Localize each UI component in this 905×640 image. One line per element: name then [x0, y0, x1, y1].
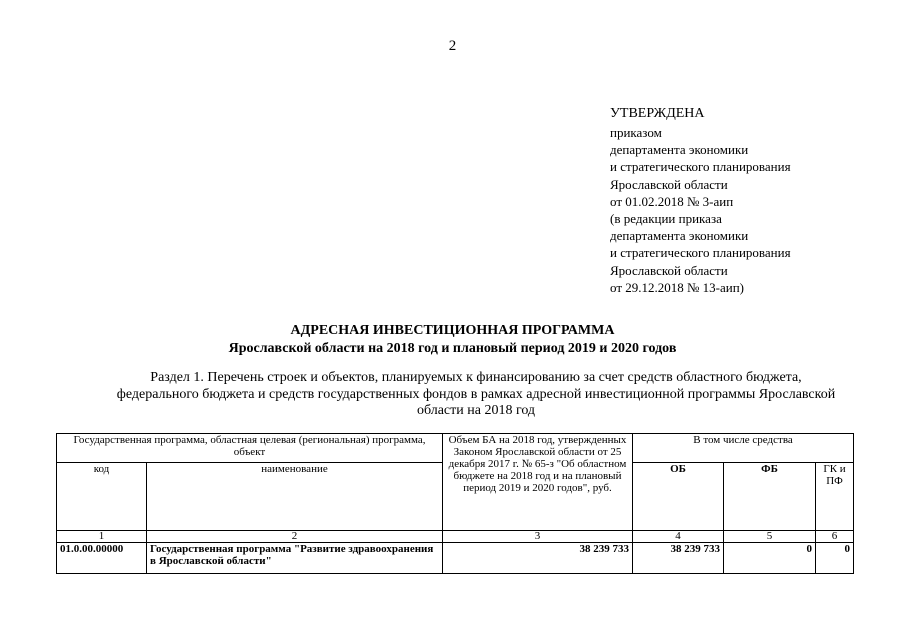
- section-line: области на 2018 год: [416, 403, 536, 418]
- header-volume: Объем БА на 2018 год, утвержденных Законом Ярославской области от 25 декабря 2017 г. № 65-з "Об областном бюджете на 2018 год и на плановый период 2019 и 2020 годов", руб.: [443, 434, 633, 531]
- column-number: 6: [816, 531, 854, 543]
- row-code: 01.0.00.00000: [57, 543, 147, 574]
- header-code: код: [57, 463, 147, 531]
- column-number: 3: [443, 531, 633, 543]
- column-number: 4: [633, 531, 724, 543]
- approval-line: Ярославской области: [610, 176, 728, 192]
- approval-stamp: [610, 104, 870, 296]
- approval-line: департамента экономики: [610, 228, 749, 244]
- header-program: Государственная программа, областная целевая (региональная) программа, объект: [57, 434, 443, 463]
- row-volume: 38 239 733: [443, 543, 633, 574]
- title-line: Ярославской области на 2018 год и плановый период 2019 и 2020 годов: [228, 340, 677, 356]
- approval-line: от 29.12.2018 № 13-аип): [610, 279, 745, 295]
- investment-table: [56, 433, 854, 574]
- row-ob: 38 239 733: [633, 543, 724, 574]
- approval-line: департамента экономики: [610, 142, 749, 158]
- row-fb: 0: [724, 543, 816, 574]
- approval-title: УТВЕРЖДЕНА: [610, 106, 705, 121]
- header-name: наименование: [147, 463, 443, 531]
- page-number: 2: [448, 38, 457, 54]
- row-gk: 0: [816, 543, 854, 574]
- approval-line: приказом: [610, 125, 662, 140]
- approval-line: от 01.02.2018 № 3-аип: [610, 193, 734, 209]
- title-line: АДРЕСНАЯ ИНВЕСТИЦИОННАЯ ПРОГРАММА: [290, 323, 615, 338]
- section-line: Раздел 1. Перечень строек и объектов, планируемых к финансированию за счет средств областного бюджета,: [150, 370, 802, 385]
- header-fb: ФБ: [724, 463, 816, 531]
- column-number: 1: [57, 531, 147, 543]
- table-row: [57, 543, 854, 574]
- approval-line: Ярославской области: [610, 262, 728, 278]
- section-line: федерального бюджета и средств государственных фондов в рамках адресной инвестиционной программы Ярославской: [116, 386, 836, 402]
- header-gk: ГК и ПФ: [816, 463, 854, 531]
- column-number: 2: [147, 531, 443, 543]
- header-ob: ОБ: [633, 463, 724, 531]
- approval-line: (в редакции приказа: [610, 211, 722, 227]
- document-title: [0, 322, 905, 357]
- approval-line: и стратегического планирования: [610, 245, 791, 261]
- approval-line: и стратегического планирования: [610, 159, 791, 175]
- column-number: 5: [724, 531, 816, 543]
- row-name: Государственная программа "Развитие здравоохранения в Ярославской области": [147, 543, 443, 574]
- header-including: В том числе средства: [633, 434, 854, 463]
- section-heading: [60, 370, 892, 420]
